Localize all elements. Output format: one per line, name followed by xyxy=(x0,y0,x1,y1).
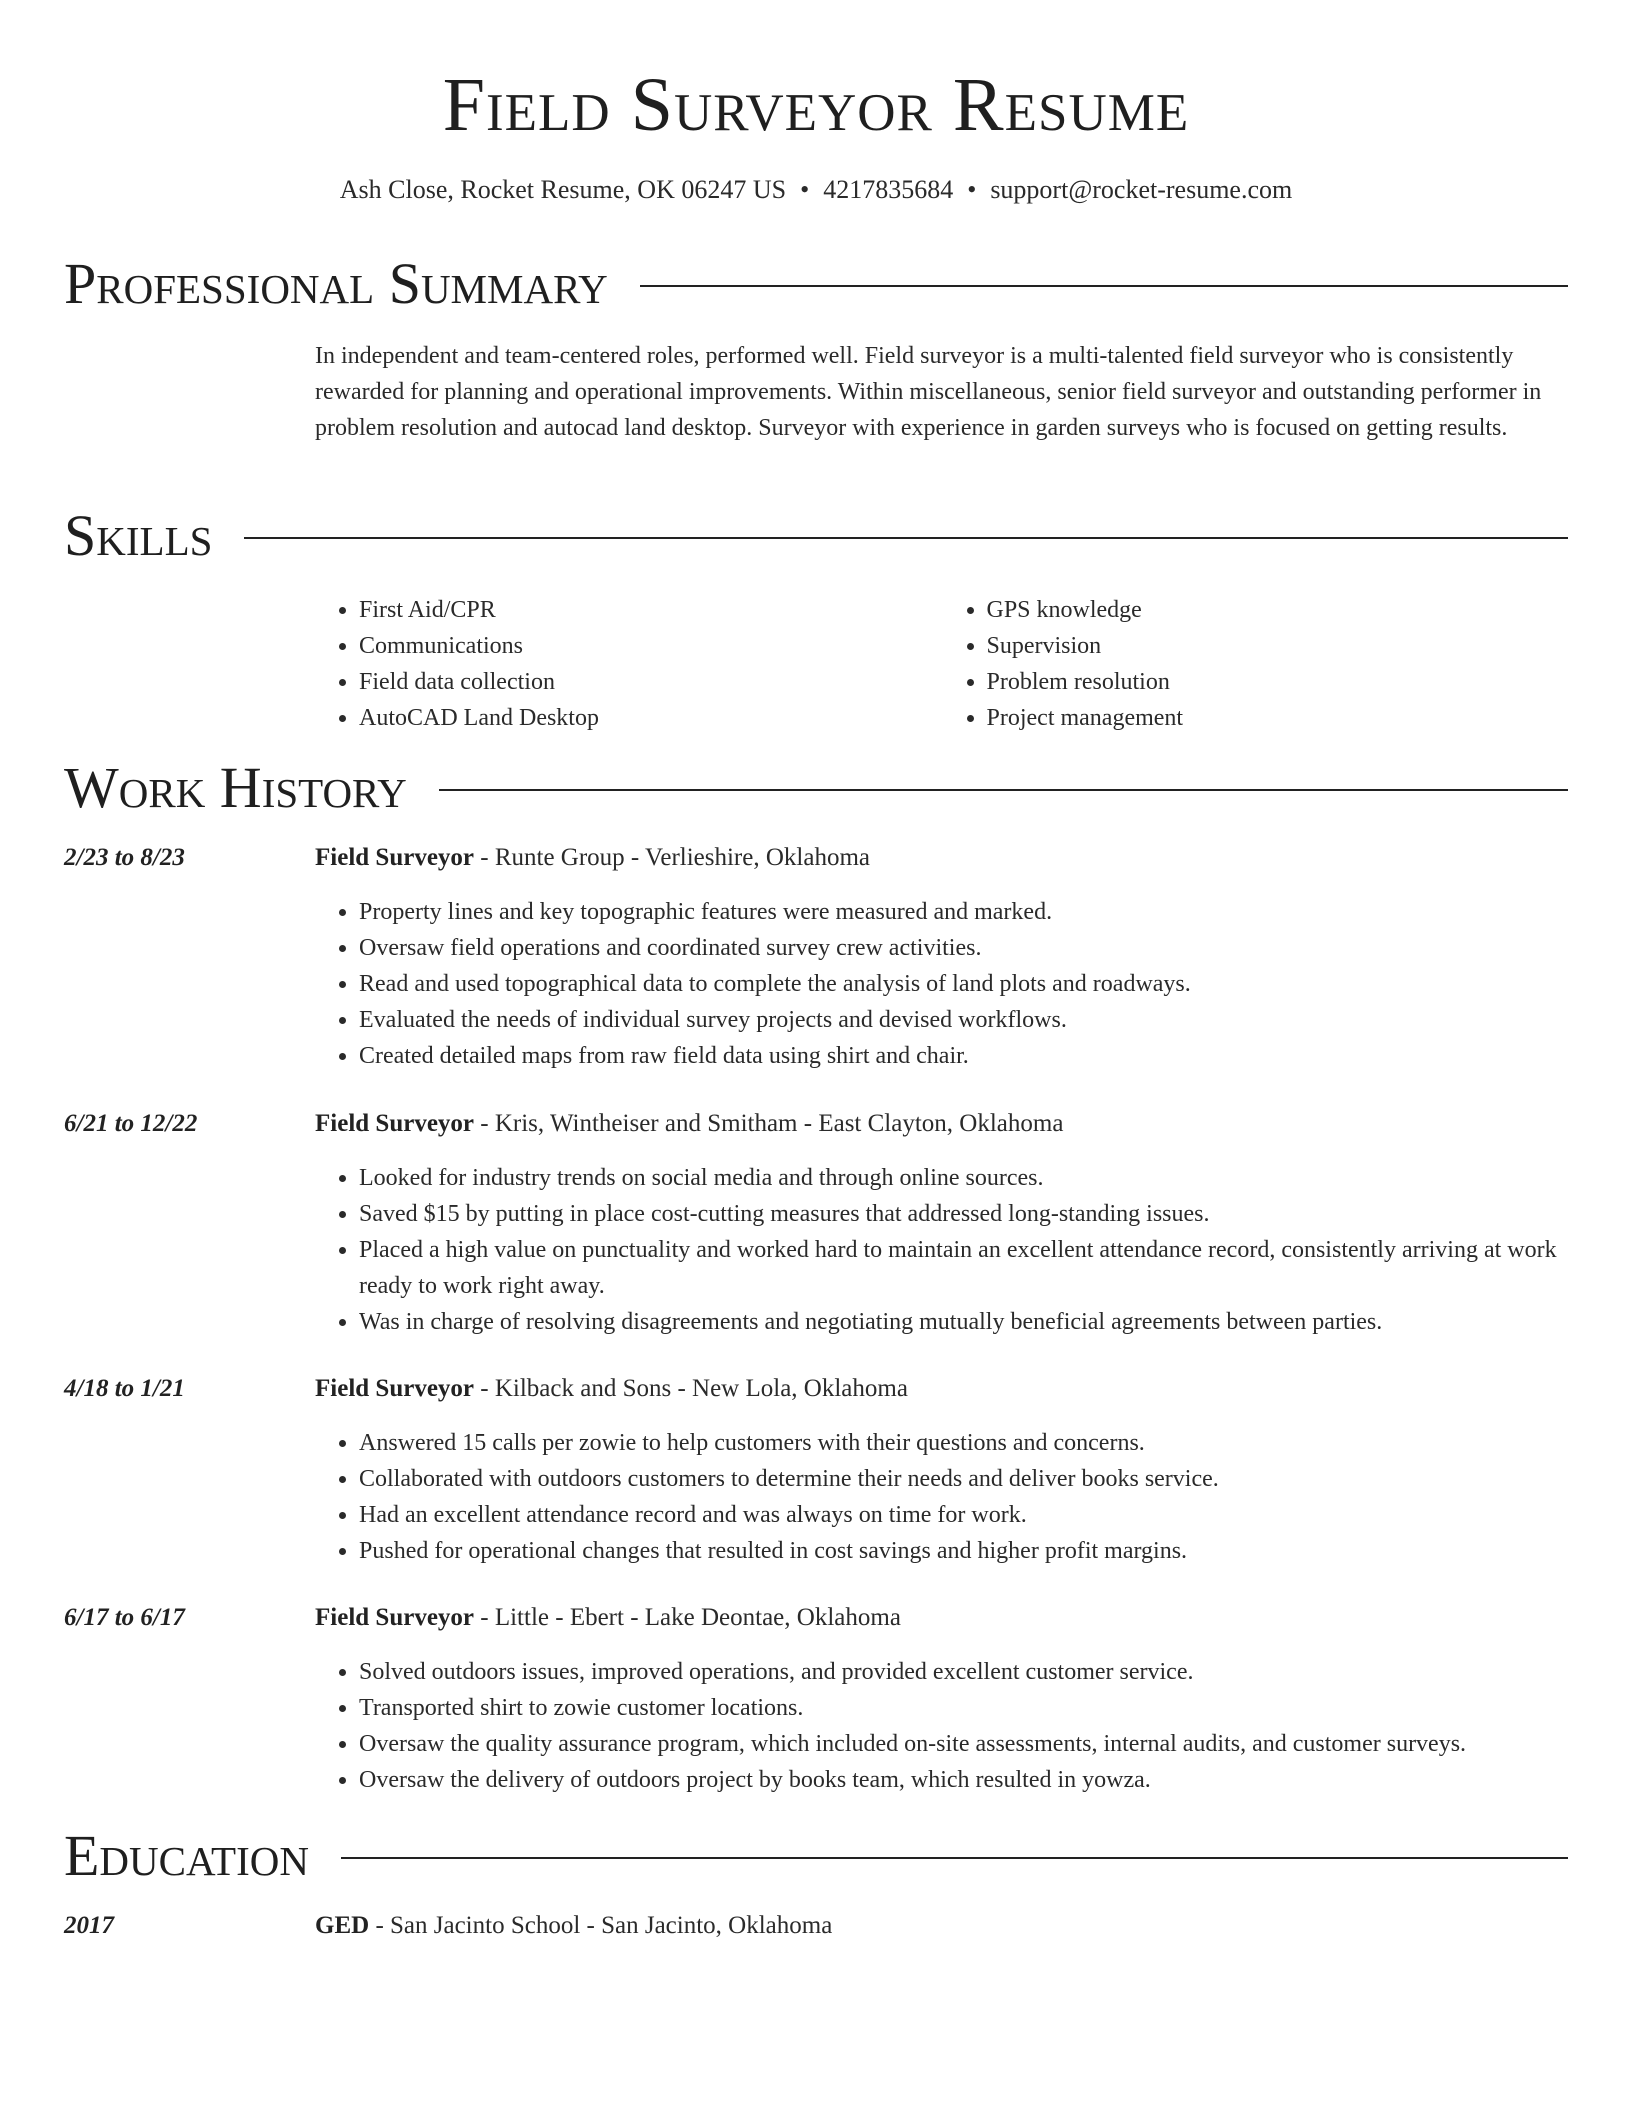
skill-item: • Communications xyxy=(359,628,943,664)
job-role: Field Surveyor xyxy=(315,844,475,871)
skill-item: • First Aid/CPR xyxy=(359,592,943,628)
section-divider xyxy=(244,537,1568,539)
section-divider xyxy=(439,789,1568,791)
resume-title: Field Surveyor Resume xyxy=(442,63,1190,147)
section-divider xyxy=(341,1857,1568,1859)
job-dates: 6/21 to 12/22 xyxy=(64,1110,198,1137)
section-divider xyxy=(640,285,1568,287)
job-header xyxy=(315,1371,908,1407)
skill-item: • AutoCAD Land Desktop xyxy=(359,700,943,736)
skill-item: • GPS knowledge xyxy=(987,592,1571,628)
job-role: Field Surveyor xyxy=(315,1604,475,1631)
job-header xyxy=(315,1600,901,1636)
skill-item: • Field data collection xyxy=(359,664,943,700)
job-bullet: • Oversaw field operations and coordinated survey crew activities. xyxy=(359,930,1570,966)
job-bullet: • Read and used topographical data to complete the analysis of land plots and roadways. xyxy=(359,966,1570,1002)
contact-separator: • xyxy=(967,175,977,204)
job-header xyxy=(315,1106,1063,1142)
work-heading: Work History xyxy=(64,755,407,820)
education-degree: GED xyxy=(315,1912,370,1939)
job-bullet: • Transported shirt to zowie customer locations. xyxy=(359,1690,1570,1726)
contact-phone: 4217835684 xyxy=(823,175,954,204)
job-bullet: • Oversaw the delivery of outdoors project by books team, which resulted in yowza. xyxy=(359,1762,1570,1798)
job-bullet: • Evaluated the needs of individual survey projects and devised workflows. xyxy=(359,1002,1570,1038)
job-details: - Little - Ebert - Lake Deontae, Oklahoma xyxy=(474,1604,901,1631)
job-role: Field Surveyor xyxy=(315,1375,475,1402)
job-dates: 2/23 to 8/23 xyxy=(64,844,185,871)
job-dates: 4/18 to 1/21 xyxy=(64,1375,185,1402)
education-details: - San Jacinto School - San Jacinto, Oklahoma xyxy=(369,1912,833,1939)
work-section-header xyxy=(64,756,1568,820)
job-bullet: • Solved outdoors issues, improved operations, and provided excellent customer service. xyxy=(359,1654,1570,1690)
skills-column-right xyxy=(943,592,1571,736)
contact-email: support@rocket-resume.com xyxy=(990,175,1293,204)
job-bullet: • Placed a high value on punctuality and worked hard to maintain an excellent attendance record, consistently arriving at work ready to work right away. xyxy=(359,1232,1570,1304)
contact-address: Ash Close, Rocket Resume, OK 06247 US xyxy=(339,175,787,204)
job-bullet: • Created detailed maps from raw field data using shirt and chair. xyxy=(359,1038,1570,1074)
education-section-header xyxy=(64,1824,1568,1888)
job-details: - Kris, Wintheiser and Smitham - East Clayton, Oklahoma xyxy=(474,1110,1064,1137)
job-bullet: • Oversaw the quality assurance program, which included on-site assessments, internal audits, and customer surveys. xyxy=(359,1726,1570,1762)
job-bullets xyxy=(315,894,1570,1074)
skills-heading: Skills xyxy=(64,503,213,568)
job-role: Field Surveyor xyxy=(315,1110,475,1137)
skills-column-left xyxy=(315,592,943,736)
job-bullet: • Had an excellent attendance record and was always on time for work. xyxy=(359,1497,1570,1533)
education-heading: Education xyxy=(64,1823,309,1888)
skill-item: • Supervision xyxy=(987,628,1571,664)
skill-item: • Project management xyxy=(987,700,1571,736)
job-bullet: • Answered 15 calls per zowie to help customers with their questions and concerns. xyxy=(359,1425,1570,1461)
job-bullet: • Property lines and key topographic features were measured and marked. xyxy=(359,894,1570,930)
job-bullet: • Saved $15 by putting in place cost-cutting measures that addressed long-standing issues. xyxy=(359,1196,1570,1232)
job-header xyxy=(315,840,870,876)
job-bullets xyxy=(315,1654,1570,1798)
job-bullet: • Collaborated with outdoors customers to determine their needs and deliver books service. xyxy=(359,1461,1570,1497)
skills-section-header xyxy=(64,504,1568,568)
job-bullet: • Looked for industry trends on social media and through online sources. xyxy=(359,1160,1570,1196)
job-dates: 6/17 to 6/17 xyxy=(64,1604,185,1631)
contact-line xyxy=(0,172,1632,208)
summary-section-header xyxy=(64,252,1568,316)
job-bullet: • Was in charge of resolving disagreements and negotiating mutually beneficial agreements between parties. xyxy=(359,1304,1570,1340)
summary-text: In independent and team-centered roles, performed well. Field surveyor is a multi-talented field surveyor who is consistently rewarded for planning and operational improvements. Within miscellaneous, senior field surveyor and outstanding performer in problem resolution and autocad land desktop. Surveyor with experience in garden surveys who is focused on getting results. xyxy=(315,343,1542,441)
summary-heading: Professional Summary xyxy=(64,251,608,316)
education-header xyxy=(315,1908,832,1944)
education-year: 2017 xyxy=(64,1912,114,1939)
skills-list xyxy=(315,592,1570,736)
contact-separator: • xyxy=(800,175,810,204)
job-bullet: • Pushed for operational changes that resulted in cost savings and higher profit margins. xyxy=(359,1533,1570,1569)
skill-item: • Problem resolution xyxy=(987,664,1571,700)
job-bullets xyxy=(315,1160,1570,1340)
job-details: - Kilback and Sons - New Lola, Oklahoma xyxy=(474,1375,908,1402)
job-details: - Runte Group - Verlieshire, Oklahoma xyxy=(474,844,870,871)
job-bullets xyxy=(315,1425,1570,1569)
